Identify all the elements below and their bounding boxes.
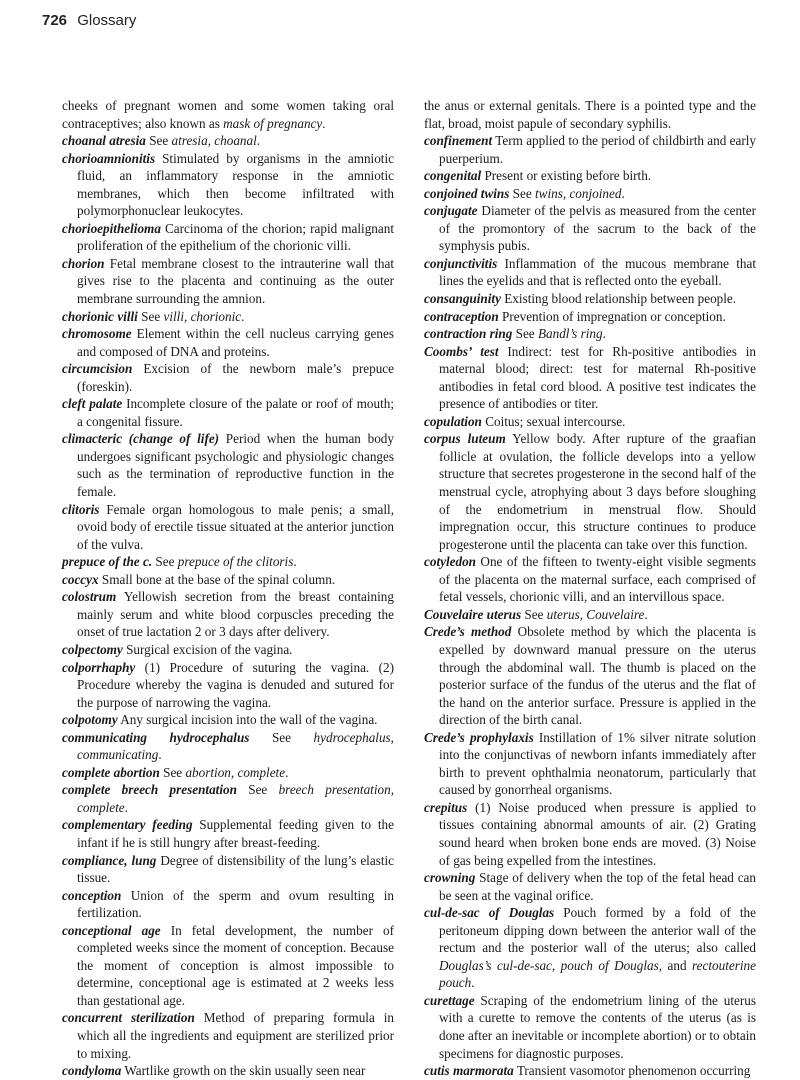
glossary-definition: Present or existing before birth. xyxy=(481,168,652,184)
glossary-entry xyxy=(424,799,756,869)
glossary-punctuation: . xyxy=(644,606,648,622)
glossary-term: confinement xyxy=(424,133,493,149)
glossary-definition: Inflammation of the mucous membrane that lines the eyelids and that is reflected onto the eyeball. xyxy=(439,255,756,289)
glossary-cross-reference: uterus, Couvelaire xyxy=(546,606,645,622)
glossary-definition: See xyxy=(236,782,279,798)
glossary-entry xyxy=(424,255,756,290)
glossary-term: conjugate xyxy=(424,203,478,219)
glossary-punctuation: . xyxy=(241,308,245,324)
glossary-term: colpectomy xyxy=(62,641,123,657)
glossary-term: clitoris xyxy=(62,501,100,517)
glossary-term: conjoined twins xyxy=(424,185,510,201)
glossary-term: choanal atresia xyxy=(62,133,146,149)
glossary-entry xyxy=(424,97,756,132)
glossary-definition: See xyxy=(521,606,547,622)
glossary-definition: Incomplete closure of the palate or roof of mouth; a congenital fissure. xyxy=(77,396,395,429)
glossary-entry xyxy=(424,904,756,992)
glossary-entry xyxy=(424,623,756,728)
glossary-definition: See xyxy=(152,554,178,570)
glossary-punctuation: . xyxy=(293,554,297,570)
glossary-entry xyxy=(62,588,394,641)
glossary-entry xyxy=(424,413,756,431)
glossary-definition: Period when the human body undergoes significant psychologic and physiologic changes such as the termination of reproductive function in the female. xyxy=(77,431,394,500)
glossary-definition: Method of preparing formula in which all the ingredients and equipment are sterilized prior to mixing. xyxy=(77,1010,394,1061)
glossary-term: curettage xyxy=(424,992,475,1008)
glossary-definition: Wartlike growth on the skin usually seen near xyxy=(121,1063,366,1079)
glossary-term: crepitus xyxy=(424,799,468,815)
glossary-entry xyxy=(424,132,756,167)
glossary-cross-reference: Douglas’s cul-de-sac, pouch of Douglas, xyxy=(439,957,663,973)
glossary-definition: Diameter of the pelvis as measured from the center of the promontory of the sacrum to the back of the symphysis pubis. xyxy=(439,203,756,254)
glossary-term: cotyledon xyxy=(424,554,477,570)
glossary-entry xyxy=(62,553,394,571)
section-title: Glossary xyxy=(77,12,137,29)
glossary-entry xyxy=(424,202,756,255)
glossary-entry xyxy=(424,553,756,606)
glossary-definition: Scraping of the endometrium lining of the uterus with a curette to remove the contents of the uterus (as is done after an inevitable or incomplete abortion) or to obtain specimens for diagnostic purposes. xyxy=(439,992,756,1061)
glossary-definition: Yellow body. After rupture of the graafian follicle at ovulation, the follicle develops into a yellow structure that secretes progesterone in the second half of the menstrual cycle, atrophying about 3 days before sloughing of the endometrium in menstrual flow. Should impregnation occur, this structure continues to produce progesterone until the placenta can take over this function. xyxy=(439,431,757,552)
glossary-term: chorion xyxy=(62,255,105,271)
glossary-entry xyxy=(424,869,756,904)
glossary-term: colostrum xyxy=(62,589,117,605)
glossary-definition: Excision of the newborn male’s prepuce (foreskin). xyxy=(77,361,394,394)
glossary-definition: Any surgical incision into the wall of the vagina. xyxy=(117,712,378,728)
glossary-term: copulation xyxy=(424,413,482,429)
glossary-term: crowning xyxy=(424,870,476,886)
glossary-cross-reference: villi, chorionic xyxy=(163,308,242,324)
glossary-punctuation: . xyxy=(602,326,606,342)
glossary-definition: Coitus; sexual intercourse. xyxy=(481,413,626,429)
glossary-entry xyxy=(62,255,394,308)
glossary-entry xyxy=(62,430,394,500)
glossary-term: colporrhaphy xyxy=(62,659,136,675)
glossary-term: climacteric (change of life) xyxy=(62,431,220,447)
glossary-term: chorioamnionitis xyxy=(62,150,156,166)
glossary-definition: (1) Noise produced when pressure is applied to tissues containing abnormal amounts of air. (2) Grating sound heard when broken bone ends are moved. (3) Noise of gas being expelled from the intestines. xyxy=(439,799,756,868)
glossary-entry xyxy=(424,606,756,624)
glossary-entry xyxy=(62,781,394,816)
glossary-entry xyxy=(62,1062,394,1080)
glossary-term: chorionic villi xyxy=(62,308,138,324)
glossary-entry xyxy=(62,501,394,554)
glossary-term: condyloma xyxy=(62,1063,122,1079)
glossary-cross-reference: rectouterine pouch xyxy=(439,957,756,991)
glossary-entry xyxy=(62,641,394,659)
glossary-cross-reference: prepuce of the clitoris xyxy=(177,554,294,570)
glossary-definition: Indirect: test for Rh-positive antibodies in maternal blood; direct: test for maternal Rh-positive antibodies in fetal cord blood. A positive test indicates the presence of antibodies or titer. xyxy=(439,343,756,412)
glossary-term: contraception xyxy=(424,308,499,324)
glossary-punctuation: . xyxy=(124,799,128,815)
glossary-definition: One of the fifteen to twenty-eight visible segments of the placenta on the maternal surface, each comprised of fetal vessels, chorionic villi, and an intervillous space. xyxy=(439,554,756,605)
glossary-entry xyxy=(62,97,394,132)
glossary-entry xyxy=(62,360,394,395)
glossary-definition: Stimulated by organisms in the amniotic fluid, an inflammatory response in the amniotic membranes, which then become infiltrated with polymorphonuclear leukocytes. xyxy=(77,150,394,219)
glossary-entry xyxy=(424,167,756,185)
glossary-term: compliance, lung xyxy=(62,852,157,868)
glossary-entry xyxy=(62,659,394,712)
glossary-cross-reference: atresia, choanal xyxy=(171,133,257,149)
glossary-definition: Stage of delivery when the top of the fetal head can be seen at the vaginal orifice. xyxy=(439,870,756,903)
glossary-term: conjunctivitis xyxy=(424,255,498,271)
glossary-entry xyxy=(62,922,394,1010)
glossary-term: congenital xyxy=(424,168,482,184)
glossary-term: complete abortion xyxy=(62,764,160,780)
glossary-cross-reference: twins, conjoined xyxy=(535,185,622,201)
glossary-punctuation: . xyxy=(621,185,625,201)
glossary-definition: Element within the cell nucleus carrying genes and composed of DNA and proteins. xyxy=(77,326,394,359)
left-column xyxy=(62,97,394,1080)
glossary-entry xyxy=(62,1009,394,1062)
glossary-definition: cheeks of pregnant women and some women taking oral contraceptives; also known as xyxy=(62,98,394,131)
glossary-cross-reference: abortion, complete xyxy=(185,764,286,780)
glossary-punctuation: . xyxy=(158,747,162,763)
glossary-definition: (1) Procedure of suturing the vagina. (2) Procedure whereby the vagina is denuded and sutured for the purpose of narrowing the vagina. xyxy=(77,659,394,710)
glossary-term: concurrent sterilization xyxy=(62,1010,195,1026)
glossary-definition: Small bone at the base of the spinal column. xyxy=(98,571,336,587)
glossary-entry xyxy=(62,308,394,326)
glossary-entry xyxy=(62,887,394,922)
glossary-cross-reference: breech presentation, complete xyxy=(77,782,394,815)
glossary-term: chorioepithelioma xyxy=(62,220,161,236)
glossary-term: cutis marmorata xyxy=(424,1063,514,1079)
glossary-entry xyxy=(62,132,394,150)
glossary-term: communicating hydrocephalus xyxy=(62,729,250,745)
glossary-entry xyxy=(424,185,756,203)
glossary-term: coccyx xyxy=(62,571,99,587)
page-header xyxy=(42,12,136,29)
glossary-definition: Degree of distensibility of the lung’s elastic tissue. xyxy=(77,852,395,886)
glossary-term: Crede’s prophylaxis xyxy=(424,729,534,745)
glossary-term: complete breech presentation xyxy=(62,782,237,798)
glossary-cross-reference: mask of pregnancy xyxy=(223,115,323,131)
glossary-definition: Surgical excision of the vagina. xyxy=(122,641,293,657)
glossary-entry xyxy=(62,729,394,764)
glossary-term: complementary feeding xyxy=(62,817,193,833)
glossary-definition: In fetal development, the number of completed weeks since the moment of conception. Because the moment of conception is almost impossible to determine, conceptional age is estimated at 2 weeks less than gestational age. xyxy=(77,922,395,1008)
glossary-definition: Fetal membrane closest to the intrauterine wall that gives rise to the placenta and continuing as the outer membrane surrounding the amnion. xyxy=(77,255,394,307)
glossary-definition: Instillation of 1% silver nitrate solution into the conjunctivas of newborn infants immediately after birth to prevent ophthalmia neonatorum, particularly that caused by gonorrheal organisms. xyxy=(439,729,757,798)
glossary-entry xyxy=(62,220,394,255)
glossary-punctuation: . xyxy=(322,115,326,131)
right-column xyxy=(424,97,756,1080)
glossary-punctuation: . xyxy=(256,133,261,149)
glossary-term: circumcision xyxy=(62,361,133,377)
glossary-definition: Transient vasomotor phenomenon occurring xyxy=(513,1063,751,1079)
glossary-entry xyxy=(424,430,756,553)
glossary-term: cul-de-sac of Douglas xyxy=(424,905,555,921)
glossary-term: prepuce of the c. xyxy=(62,554,153,570)
glossary-entry xyxy=(62,852,394,887)
glossary-definition: Existing blood relationship between people. xyxy=(500,291,737,307)
glossary-entry xyxy=(62,395,394,430)
glossary-term: corpus luteum xyxy=(424,431,506,447)
glossary-definition: the anus or external genitals. There is a pointed type and the flat, broad, moist papule of secondary syphilis. xyxy=(424,98,756,131)
glossary-definition: Union of the sperm and ovum resulting in fertilization. xyxy=(77,887,394,921)
glossary-entry xyxy=(424,325,756,343)
glossary-entry xyxy=(424,992,756,1062)
glossary-definition: See xyxy=(509,185,536,201)
glossary-term: conception xyxy=(62,887,122,903)
glossary-definition: Term applied to the period of childbirth and early puerperium. xyxy=(439,133,756,166)
glossary-term: contraction ring xyxy=(424,326,513,342)
glossary-definition: Pouch formed by a fold of the peritoneum dipping down between the anterior wall of the rectum and the posterior wall of the uterus; also called xyxy=(439,905,756,956)
glossary-definition: See xyxy=(145,133,172,149)
glossary-definition: See xyxy=(159,764,186,780)
glossary-term: Crede’s method xyxy=(424,624,512,640)
glossary-entry xyxy=(62,150,394,220)
glossary-entry xyxy=(424,308,756,326)
glossary-entry xyxy=(62,764,394,782)
glossary-definition: Yellowish secretion from the breast containing mainly serum and white blood corpuscles preceding the onset of true lactation 2 or 3 days after delivery. xyxy=(77,589,394,640)
glossary-term: Couvelaire uterus xyxy=(424,606,522,622)
glossary-definition: Female organ homologous to male penis; a small, ovoid body of erectile tissue situated at the anterior junction of the vulva. xyxy=(77,501,394,552)
glossary-definition: Carcinoma of the chorion; rapid malignant proliferation of the epithelium of the chorionic villi. xyxy=(77,220,394,254)
glossary-term: colpotomy xyxy=(62,712,118,728)
glossary-punctuation: and xyxy=(662,957,693,973)
glossary-punctuation: . xyxy=(285,764,289,780)
glossary-definition: See xyxy=(137,308,164,324)
glossary-entry xyxy=(62,325,394,360)
glossary-entry xyxy=(424,290,756,308)
glossary-term: Coombs’ test xyxy=(424,343,499,359)
glossary-term: cleft palate xyxy=(62,396,123,412)
glossary-definition: Obsolete method by which the placenta is expelled by downward manual pressure on the uterus through the abdominal wall. The thumb is placed on the posterior surface of the fundus of the uterus and the flat of the hand on the anterior surface. Pressure is applied in the direction of the birth canal. xyxy=(439,624,756,728)
glossary-entry xyxy=(424,1062,756,1080)
glossary-cross-reference: Bandl’s ring xyxy=(537,326,603,342)
glossary-definition: See xyxy=(249,729,314,745)
glossary-entry xyxy=(62,816,394,851)
glossary-entry xyxy=(424,343,756,413)
glossary-entry xyxy=(424,729,756,799)
glossary-definition: See xyxy=(512,326,538,342)
glossary-term: chromosome xyxy=(62,326,132,342)
glossary-definition: Prevention of impregnation or conception. xyxy=(498,308,726,324)
glossary-entry xyxy=(62,711,394,729)
glossary-entry xyxy=(62,571,394,589)
glossary-definition: Supplemental feeding given to the infant if he is still hungry after breast-feeding. xyxy=(77,817,394,850)
glossary-term: conceptional age xyxy=(62,922,161,938)
glossary-punctuation: . xyxy=(471,975,475,991)
glossary-cross-reference: hydrocephalus, communicating xyxy=(77,729,394,763)
page-number: 726 xyxy=(42,12,68,29)
glossary-term: consanguinity xyxy=(424,291,501,307)
